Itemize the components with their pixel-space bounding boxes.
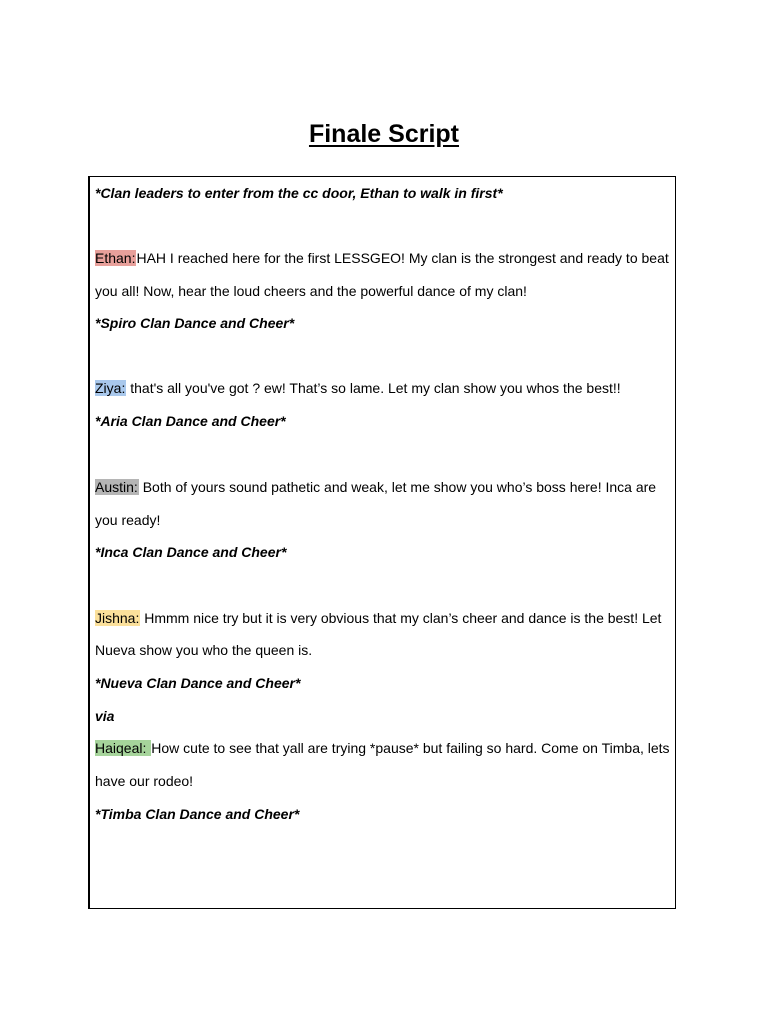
stage-direction-inca: *Inca Clan Dance and Cheer* bbox=[95, 544, 287, 560]
dialogue-text: Hmmm nice try but it is very obvious that my clan’s cheer and dance is the best! Let bbox=[140, 610, 662, 626]
dialogue-continuation: Nueva show you who the queen is. bbox=[95, 642, 313, 658]
stage-direction-timba: *Timba Clan Dance and Cheer* bbox=[95, 806, 300, 822]
dialogue-haiqeal bbox=[95, 739, 671, 757]
dialogue-continuation: you ready! bbox=[95, 512, 161, 528]
stage-direction-spiro: *Spiro Clan Dance and Cheer* bbox=[95, 315, 295, 331]
dialogue-austin bbox=[95, 478, 671, 496]
dialogue-ethan bbox=[95, 249, 671, 267]
dialogue-continuation: have our rodeo! bbox=[95, 773, 194, 789]
page-title: Finale Script bbox=[308, 120, 460, 148]
dialogue-ziya bbox=[95, 379, 671, 397]
dialogue-text: HAH I reached here for the first LESSGEO! My clan is the strongest and ready to beat bbox=[136, 250, 669, 266]
stage-direction-nueva: *Nueva Clan Dance and Cheer* bbox=[95, 675, 301, 691]
stage-direction-aria: *Aria Clan Dance and Cheer* bbox=[95, 413, 286, 429]
stage-direction-entrance: *Clan leaders to enter from the cc door, Ethan to walk in first* bbox=[95, 185, 503, 201]
speaker-jishna: Jishna: bbox=[95, 610, 140, 626]
speaker-ethan: Ethan: bbox=[95, 250, 136, 266]
speaker-ziya: Ziya: bbox=[95, 380, 126, 396]
dialogue-text: How cute to see that yall are trying *pause* but failing so hard. Come on Timba, lets bbox=[151, 740, 670, 756]
speaker-austin: Austin: bbox=[95, 479, 138, 495]
dialogue-text: Both of yours sound pathetic and weak, let me show you who’s boss here! Inca are bbox=[138, 479, 657, 495]
stage-direction-via: via bbox=[95, 708, 115, 724]
dialogue-text: that's all you've got ? ew! That’s so lame. Let my clan show you whos the best!! bbox=[126, 380, 621, 396]
dialogue-continuation: you all! Now, hear the loud cheers and the powerful dance of my clan! bbox=[95, 283, 527, 299]
dialogue-jishna bbox=[95, 609, 671, 627]
speaker-haiqeal: Haiqeal: bbox=[95, 740, 151, 756]
